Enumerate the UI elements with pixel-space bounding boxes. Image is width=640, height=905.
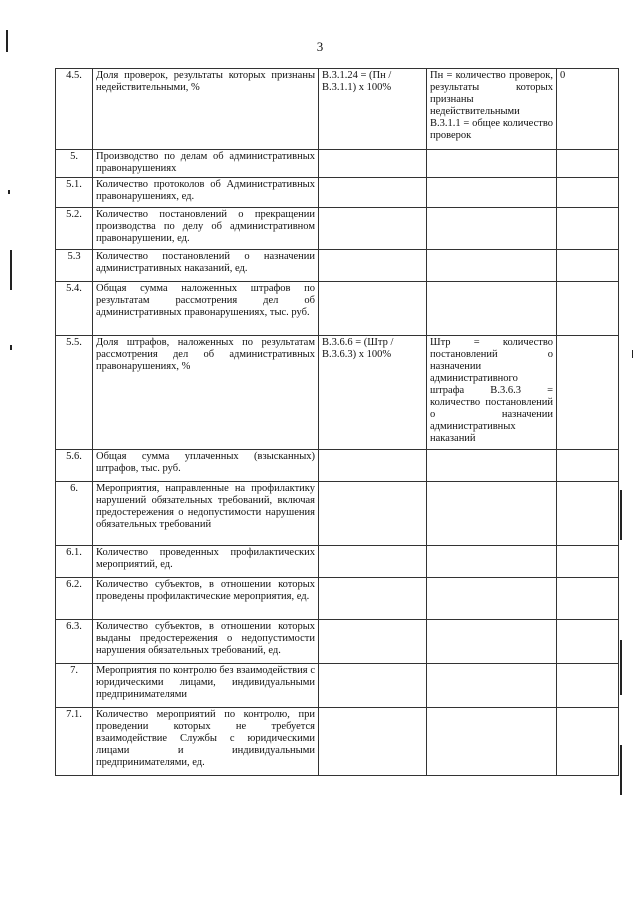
indicator-value (557, 336, 619, 450)
table-row (56, 150, 619, 178)
indicator-name: Мероприятия по контролю без взаимодействия с юридическими лицами, индивидуальными предпринимателями (93, 664, 319, 708)
table-row (56, 546, 619, 578)
scan-mark-left-top (6, 30, 8, 52)
row-number: 7. (56, 664, 93, 708)
table-row (56, 620, 619, 664)
table-row (56, 69, 619, 150)
formula-description: Пн = количество проверок, результаты которых признаны недействительными В.3.1.1 = общее количество проверок (427, 69, 557, 150)
table-row (56, 664, 619, 708)
indicator-name: Общая сумма наложенных штрафов по результатам рассмотрения дел об административных правонарушениях, тыс. руб. (93, 282, 319, 336)
calculation-formula (319, 664, 427, 708)
table-row (56, 336, 619, 450)
indicator-value (557, 450, 619, 482)
calculation-formula (319, 578, 427, 620)
table-row (56, 482, 619, 546)
indicator-value (557, 282, 619, 336)
row-number: 5.5. (56, 336, 93, 450)
scan-mark-right-1 (620, 490, 622, 540)
indicator-value (557, 578, 619, 620)
table-row (56, 178, 619, 208)
indicators-table-body (56, 69, 619, 776)
scan-mark-right-dot (632, 350, 633, 358)
row-number: 6. (56, 482, 93, 546)
calculation-formula: В.3.6.6 = (Штр / В.3.6.3) х 100% (319, 336, 427, 450)
indicator-value: 0 (557, 69, 619, 150)
formula-description (427, 482, 557, 546)
row-number: 6.1. (56, 546, 93, 578)
formula-description (427, 150, 557, 178)
indicator-name: Мероприятия, направленные на профилактику нарушений обязательных требований, включая предостережения о недопустимости нарушения обязательных требований (93, 482, 319, 546)
scan-mark-left-dot (10, 345, 12, 350)
indicator-name: Доля штрафов, наложенных по результатам рассмотрения дел об административных правонарушениях, % (93, 336, 319, 450)
calculation-formula (319, 150, 427, 178)
page-number: 3 (316, 39, 324, 54)
formula-description (427, 578, 557, 620)
indicator-value (557, 664, 619, 708)
formula-description (427, 450, 557, 482)
row-number: 4.5. (56, 69, 93, 150)
scan-mark-right-2 (620, 640, 622, 695)
formula-description (427, 546, 557, 578)
formula-description (427, 282, 557, 336)
scan-mark-left-small (8, 190, 10, 194)
indicator-name: Количество проведенных профилактических мероприятий, ед. (93, 546, 319, 578)
formula-description (427, 708, 557, 776)
indicator-name: Общая сумма уплаченных (взысканных) штрафов, тыс. руб. (93, 450, 319, 482)
row-number: 6.2. (56, 578, 93, 620)
row-number: 5.2. (56, 208, 93, 250)
table-row (56, 250, 619, 282)
indicator-name: Количество постановлений о назначении административных наказаний, ед. (93, 250, 319, 282)
indicator-value (557, 620, 619, 664)
indicator-value (557, 250, 619, 282)
indicator-value (557, 546, 619, 578)
formula-description (427, 178, 557, 208)
indicator-name: Производство по делам об административных правонарушениях (93, 150, 319, 178)
formula-description (427, 664, 557, 708)
formula-description (427, 208, 557, 250)
row-number: 7.1. (56, 708, 93, 776)
calculation-formula (319, 178, 427, 208)
indicator-value (557, 208, 619, 250)
scan-mark-right-3 (620, 745, 622, 795)
calculation-formula (319, 250, 427, 282)
calculation-formula: В.3.1.24 = (Пн / В.3.1.1) х 100% (319, 69, 427, 150)
calculation-formula (319, 450, 427, 482)
formula-description (427, 250, 557, 282)
calculation-formula (319, 546, 427, 578)
row-number: 6.3. (56, 620, 93, 664)
table-row (56, 208, 619, 250)
calculation-formula (319, 620, 427, 664)
table-row (56, 708, 619, 776)
indicator-name: Количество субъектов, в отношении которых выданы предостережения о недопустимости нарушения обязательных требований, ед. (93, 620, 319, 664)
indicator-name: Количество протоколов об Административных правонарушениях, ед. (93, 178, 319, 208)
indicator-value (557, 150, 619, 178)
indicator-name: Доля проверок, результаты которых признаны недействительными, % (93, 69, 319, 150)
indicator-value (557, 708, 619, 776)
row-number: 5.1. (56, 178, 93, 208)
row-number: 5.4. (56, 282, 93, 336)
indicator-name: Количество субъектов, в отношении которых проведены профилактические мероприятия, ед. (93, 578, 319, 620)
indicator-name: Количество постановлений о прекращении производства по делу об административном правонарушении, ед. (93, 208, 319, 250)
calculation-formula (319, 282, 427, 336)
calculation-formula (319, 708, 427, 776)
calculation-formula (319, 208, 427, 250)
indicator-value (557, 178, 619, 208)
indicator-name: Количество мероприятий по контролю, при проведении которых не требуется взаимодействие Службы с юридическими лицами и индивидуальными предпринимателями, ед. (93, 708, 319, 776)
calculation-formula (319, 482, 427, 546)
indicators-table (55, 68, 619, 776)
row-number: 5.3 (56, 250, 93, 282)
table-row (56, 578, 619, 620)
formula-description: Штр = количество постановлений о назначении административного штрафа В.3.6.3 = количество постановлений о назначении административных наказаний (427, 336, 557, 450)
indicator-value (557, 482, 619, 546)
row-number: 5. (56, 150, 93, 178)
table-row (56, 282, 619, 336)
table-row (56, 450, 619, 482)
row-number: 5.6. (56, 450, 93, 482)
formula-description (427, 620, 557, 664)
scan-mark-left-mid (10, 250, 12, 290)
